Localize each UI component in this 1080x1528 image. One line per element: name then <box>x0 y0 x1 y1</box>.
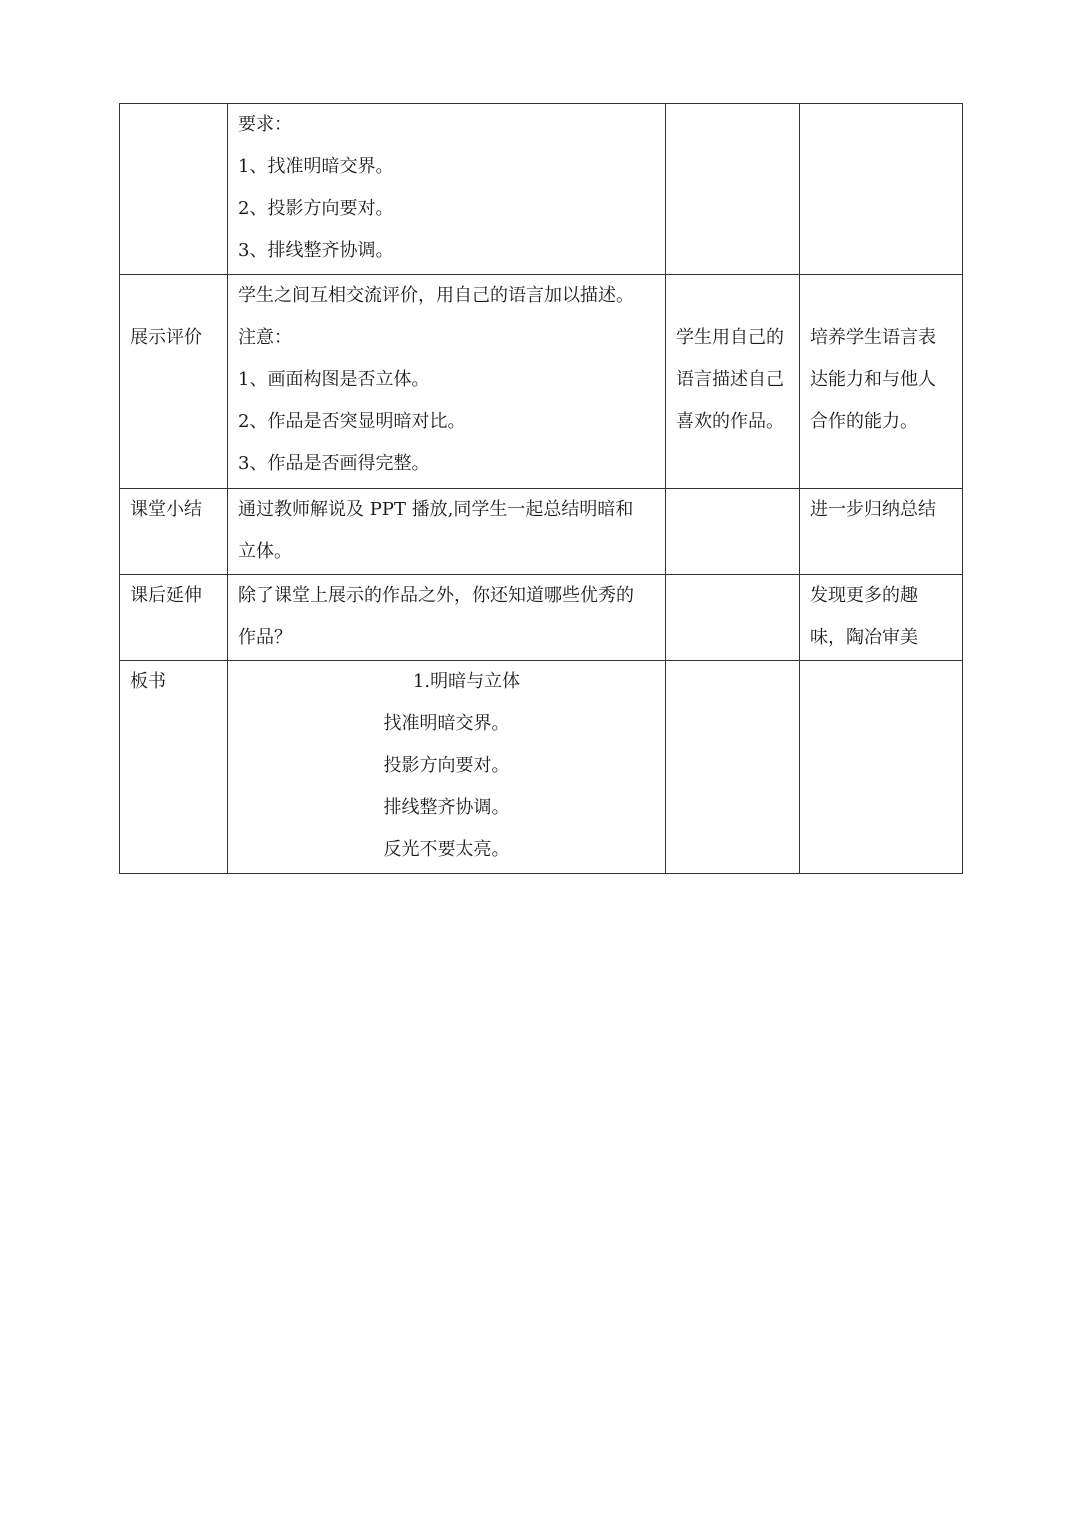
row-label-cell <box>120 661 228 874</box>
row-label: 板书 <box>130 671 166 692</box>
student-activity-cell <box>666 661 800 874</box>
purpose-line: 培养学生语言表 <box>810 327 936 348</box>
content-line: 排线整齐协调。 <box>383 797 510 818</box>
purpose-line: 合作的能力。 <box>810 411 918 432</box>
student-line: 语言描述自己 <box>676 369 784 390</box>
row-label: 课堂小结 <box>130 499 202 520</box>
student-activity-cell <box>666 275 800 489</box>
content-line: 作品？ <box>238 627 292 648</box>
table-row-requirements <box>120 104 963 275</box>
design-purpose-cell <box>800 575 963 661</box>
row-label-cell <box>120 104 228 275</box>
row-label-cell <box>120 275 228 489</box>
table-row-blackboard <box>120 661 963 874</box>
content-line: 通过教师解说及 PPT 播放,同学生一起总结明暗和 <box>238 499 634 520</box>
content-cell <box>228 275 666 489</box>
purpose-line: 味，陶冶审美 <box>810 627 918 648</box>
row-label-cell <box>120 489 228 575</box>
content-line: 3、作品是否画得完整。 <box>238 453 430 474</box>
design-purpose-cell <box>800 104 963 275</box>
content-line: 立体。 <box>238 541 292 562</box>
table-row-extension <box>120 575 963 661</box>
student-line: 学生用自己的 <box>676 327 784 348</box>
content-line: 注意： <box>238 327 292 348</box>
content-cell <box>228 104 666 275</box>
content-cell <box>228 661 666 874</box>
student-activity-cell <box>666 104 800 275</box>
content-line: 投影方向要对。 <box>383 755 510 776</box>
content-line: 1、找准明暗交界。 <box>238 156 394 177</box>
content-line: 1、画面构图是否立体。 <box>238 369 430 390</box>
row-label: 课后延伸 <box>130 585 202 606</box>
row-label: 展示评价 <box>130 327 202 348</box>
content-cell <box>228 489 666 575</box>
purpose-line: 发现更多的趣 <box>810 585 918 606</box>
purpose-line: 达能力和与他人 <box>810 369 936 390</box>
table-row-class-summary <box>120 489 963 575</box>
content-line: 要求： <box>238 114 292 135</box>
content-line: 除了课堂上展示的作品之外，你还知道哪些优秀的 <box>238 585 634 606</box>
design-purpose-cell <box>800 489 963 575</box>
purpose-line: 进一步归纳总结 <box>810 499 936 520</box>
content-line: 反光不要太亮。 <box>383 839 510 860</box>
student-activity-cell <box>666 489 800 575</box>
row-label-cell <box>120 575 228 661</box>
content-line: 3、排线整齐协调。 <box>238 240 394 261</box>
student-activity-cell <box>666 575 800 661</box>
content-line: 2、投影方向要对。 <box>238 198 394 219</box>
design-purpose-cell <box>800 275 963 489</box>
student-line: 喜欢的作品。 <box>676 411 784 432</box>
lesson-plan-table <box>119 103 963 874</box>
blackboard-title: 1.明暗与立体 <box>412 671 521 692</box>
content-line: 2、作品是否突显明暗对比。 <box>238 411 466 432</box>
design-purpose-cell <box>800 661 963 874</box>
content-line: 学生之间互相交流评价，用自己的语言加以描述。 <box>238 285 634 306</box>
content-cell <box>228 575 666 661</box>
table-row-display-evaluation <box>120 275 963 489</box>
content-line: 找准明暗交界。 <box>383 713 510 734</box>
